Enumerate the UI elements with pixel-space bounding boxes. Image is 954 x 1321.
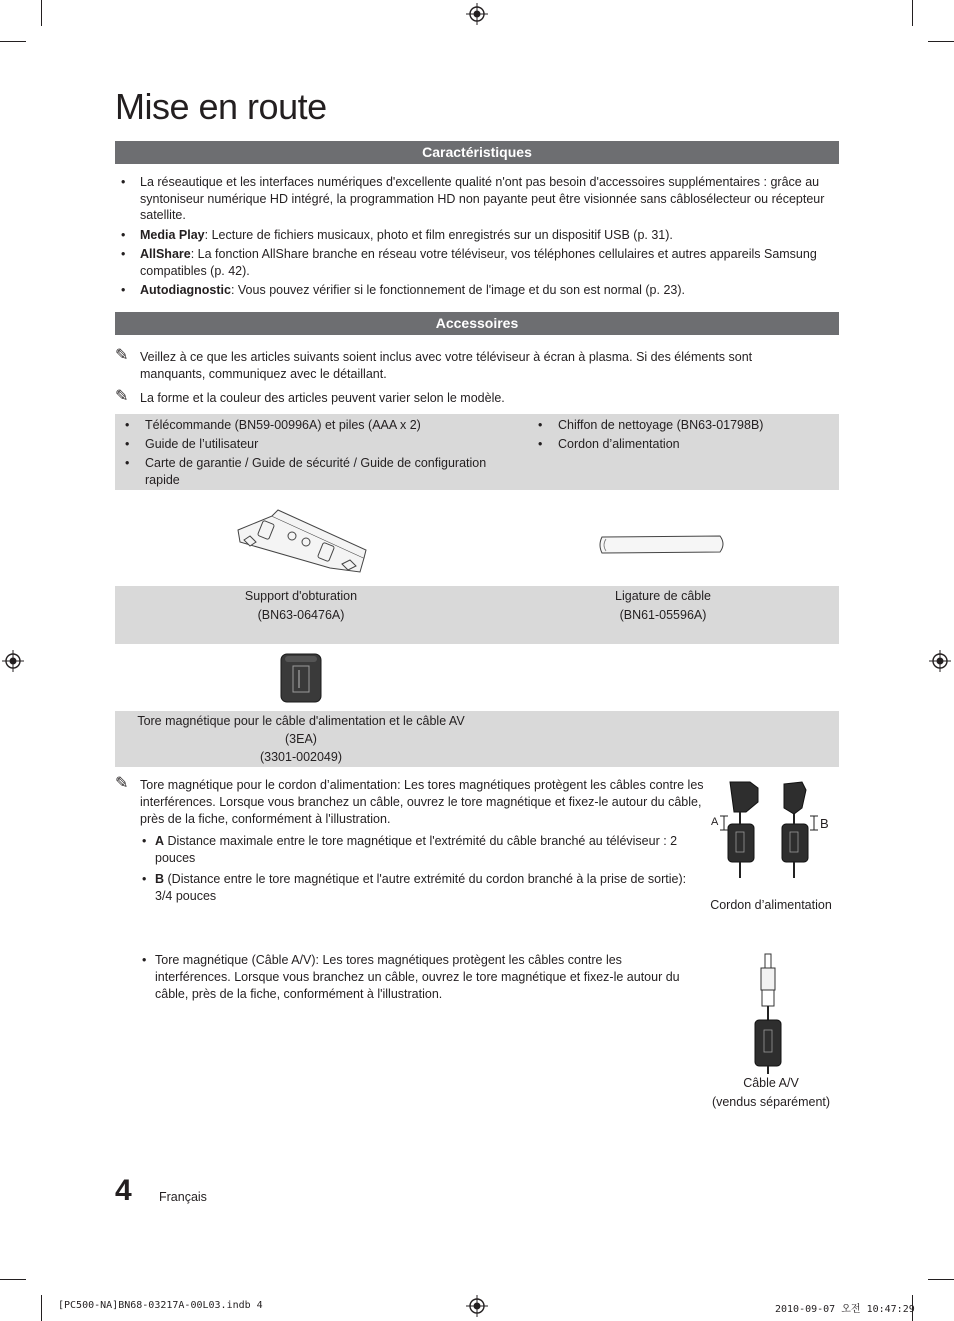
feature-item-allshare: • AllShare: La fonction AllShare branche en réseau votre téléviseur, vos téléphones cellulaires et autres appareils Samsung compatibles (p. 42). [115,246,839,279]
ferrite-core-illustration [279,652,323,704]
power-core-note: ✎ Tore magnétique pour le cordon d’alimentation: Les tores magnétiques protègent les câbles contre les interférences. Lorsque vous branchez un câble, ouvrez le tore magnétique et fixez-le autour du câble, près de la fiche, conformément à l'illustration. [115,775,704,826]
figure-label-a: A [711,816,719,828]
tore-caption: Tore magnétique pour le câble d'alimentation et le câble AV (3EA) (3301-002049) [137,714,465,764]
av-core-item: • Tore magnétique (Câble A/V): Les tores magnétiques protègent les câbles contre les interférences. Lorsque vous branchez un câble, ouvrez le tore magnétique et fixez-le autour du câble, près de la fiche, conformément à l'illustration. [142,953,680,1001]
feature-item-media-play: • Media Play: Lecture de fichiers musicaux, photo et film enregistrés sur un dispositif USB (p. 31). [115,227,839,244]
registration-mark-icon [929,650,951,672]
crop-mark [912,0,913,26]
accessories-note-2: ✎ La forme et la couleur des articles peuvent varier selon le modèle. [115,388,505,405]
accessories-note-1: ✎ Veillez à ce que les articles suivants soient inclus avec votre téléviseur à écran à plasma. Si des éléments sont manquants, communiquez avec le détaillant. [115,347,753,381]
accessories-box [115,414,839,490]
pencil-note-icon: ✎ [115,775,129,792]
accessory-item: • Guide de l’utilisateur [115,436,515,453]
power-cord-ferrite-illustration [706,778,836,880]
crop-mark [928,41,954,42]
cable-tie-illustration [596,532,728,558]
registration-mark-icon [466,3,488,25]
crop-mark [928,1279,954,1280]
footer-file-info: [PC500-NA]BN68-03217A-00L03.indb 4 [58,1300,263,1311]
features-heading: Caractéristiques [115,141,839,164]
accessories-heading: Accessoires [115,312,839,335]
feature-item: • La réseautique et les interfaces numériques d'excellente qualité n'ont pas besoin d'accessoires supplémentaires : grâce au syntoniseur numérique HD intégré, la programmation HD non payante peut être visionnée sans câblosélecteur ou récepteur satellite. [115,174,839,224]
power-core-a-item: • A Distance maximale entre le tore magnétique et l'extrémité du câble branché au téléviseur : 2 pouces [142,834,678,865]
pencil-note-icon: ✎ [115,388,129,405]
support-caption: Support d'obturation (BN63-06476A) [244,589,358,622]
power-core-b-item: • B (Distance entre le tore magnétique et l'autre extrémité du cordon branché à la prise de sortie): 3/4 pouces [142,872,687,903]
av-cable-caption: Câble A/V (vendus séparément) [711,1076,831,1109]
pencil-note-icon: ✎ [115,347,129,364]
registration-mark-icon [2,650,24,672]
power-cord-caption: Cordon d’alimentation [710,898,832,912]
footer-timestamp: 2010-09-07 오전 10:47:29 [775,1304,915,1315]
crop-mark [41,1295,42,1321]
page-language: Français [159,1190,207,1204]
figure-label-b: B [820,816,829,831]
av-cable-ferrite-illustration [748,950,788,1074]
feature-item-autodiagnostic: • Autodiagnostic: Vous pouvez vérifier si le fonctionnement de l'image et du son est normal (p. 23). [115,282,839,299]
accessory-item: • Chiffon de nettoyage (BN63-01798B) [528,417,828,434]
support-bracket-illustration [232,506,372,578]
features-list [115,174,839,302]
accessory-item: • Télécommande (BN59-00996A) et piles (AAA x 2) [115,417,515,434]
page-number: 4 [115,1174,132,1207]
page-title: Mise en route [115,86,327,127]
accessory-item: • Cordon d’alimentation [528,436,828,453]
crop-mark [0,1279,26,1280]
ligature-caption: Ligature de câble (BN61-05596A) [615,589,711,622]
accessory-item: • Carte de garantie / Guide de sécurité / Guide de configuration rapide [115,455,515,489]
crop-mark [0,41,26,42]
crop-mark [41,0,42,26]
registration-mark-icon [466,1295,488,1317]
